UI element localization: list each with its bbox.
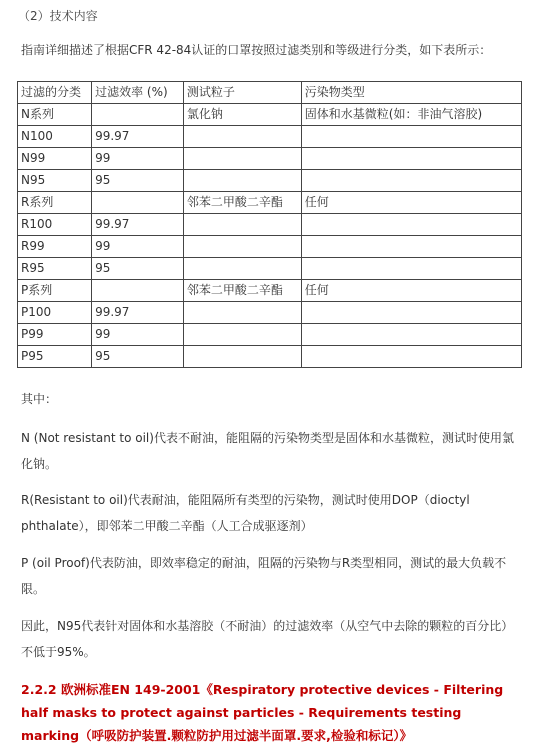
table-row <box>18 104 522 126</box>
cell-efficiency: 99.97 <box>92 214 184 236</box>
cell-efficiency <box>92 104 184 126</box>
cell-particle <box>183 126 301 148</box>
cell-contaminant <box>301 170 521 192</box>
cell-contaminant <box>301 148 521 170</box>
cell-class: N系列 <box>18 104 92 126</box>
cell-efficiency <box>92 192 184 214</box>
en149-section-heading: 2.2.2 欧洲标准EN 149-2001《Respiratory protective devices - Filtering half masks to protect against particles - Requirements testing marking（呼吸防护装置.颗粒防护用过滤半面罩.要求,检验和标记）》 <box>21 682 504 743</box>
paragraph-conclusion: 因此，N95代表针对固体和水基溶胶（不耐油）的过滤效率（从空气中去除的颗粒的百分比）不低于95%。 <box>21 619 514 659</box>
cell-particle <box>183 258 301 280</box>
cell-class: R100 <box>18 214 92 236</box>
cell-class: R系列 <box>18 192 92 214</box>
cell-particle <box>183 148 301 170</box>
cell-particle: 邻苯二甲酸二辛酯 <box>183 192 301 214</box>
cell-efficiency: 99 <box>92 148 184 170</box>
cell-contaminant: 任何 <box>301 280 521 302</box>
filter-classification-table <box>17 81 522 368</box>
cell-efficiency: 99.97 <box>92 126 184 148</box>
cell-contaminant <box>301 324 521 346</box>
table-row <box>18 192 522 214</box>
cell-particle: 邻苯二甲酸二辛酯 <box>183 280 301 302</box>
cell-class: R95 <box>18 258 92 280</box>
cell-particle: 氯化钠 <box>183 104 301 126</box>
cell-efficiency: 95 <box>92 346 184 368</box>
cell-efficiency: 99 <box>92 236 184 258</box>
table-row <box>18 236 522 258</box>
cell-contaminant <box>301 302 521 324</box>
paragraph-r-class: R(Resistant to oil)代表耐油，能阻隔所有类型的污染物，测试时使用DOP（dioctyl phthalate），即邻苯二甲酸二辛酯（人工合成驱逐剂） <box>21 493 470 533</box>
cell-efficiency: 95 <box>92 170 184 192</box>
cell-contaminant <box>301 346 521 368</box>
cell-particle <box>183 324 301 346</box>
cell-efficiency: 95 <box>92 258 184 280</box>
table-row <box>18 346 522 368</box>
cell-contaminant <box>301 258 521 280</box>
cell-class: R99 <box>18 236 92 258</box>
table-row <box>18 302 522 324</box>
cell-particle <box>183 236 301 258</box>
cell-efficiency: 99.97 <box>92 302 184 324</box>
table-row <box>18 280 522 302</box>
table-row <box>18 214 522 236</box>
cell-particle <box>183 170 301 192</box>
cell-contaminant <box>301 236 521 258</box>
notes-label: 其中： <box>21 392 58 406</box>
table-row <box>18 324 522 346</box>
section-heading: （2）技术内容 <box>18 9 98 23</box>
cell-class: N100 <box>18 126 92 148</box>
cell-efficiency: 99 <box>92 324 184 346</box>
cell-efficiency <box>92 280 184 302</box>
header-contaminant-type: 污染物类型 <box>301 82 521 104</box>
cell-contaminant: 固体和水基微粒(如：非油气溶胶) <box>301 104 521 126</box>
header-filter-class: 过滤的分类 <box>18 82 92 104</box>
paragraph-p-class: P (oil Proof)代表防油，即效率稳定的耐油，阻隔的污染物与R类型相同，测试的最大负载不限。 <box>21 556 507 596</box>
cell-particle <box>183 302 301 324</box>
paragraph-n-class: N (Not resistant to oil)代表不耐油，能阻隔的污染物类型是固体和水基微粒，测试时使用氯化钠。 <box>21 431 514 471</box>
header-test-particle: 测试粒子 <box>183 82 301 104</box>
cell-class: P100 <box>18 302 92 324</box>
cell-particle <box>183 214 301 236</box>
table-row <box>18 126 522 148</box>
cell-class: P99 <box>18 324 92 346</box>
header-filter-efficiency: 过滤效率 (%) <box>92 82 184 104</box>
cell-class: P95 <box>18 346 92 368</box>
cell-class: N95 <box>18 170 92 192</box>
intro-paragraph: 指南详细描述了根据CFR 42-84认证的口罩按照过滤类别和等级进行分类，如下表所示： <box>21 43 492 57</box>
table-header-row <box>18 82 522 104</box>
cell-contaminant <box>301 214 521 236</box>
table-row <box>18 148 522 170</box>
table-row <box>18 258 522 280</box>
table-row <box>18 170 522 192</box>
cell-contaminant <box>301 126 521 148</box>
cell-class: P系列 <box>18 280 92 302</box>
cell-particle <box>183 346 301 368</box>
cell-class: N99 <box>18 148 92 170</box>
cell-contaminant: 任何 <box>301 192 521 214</box>
